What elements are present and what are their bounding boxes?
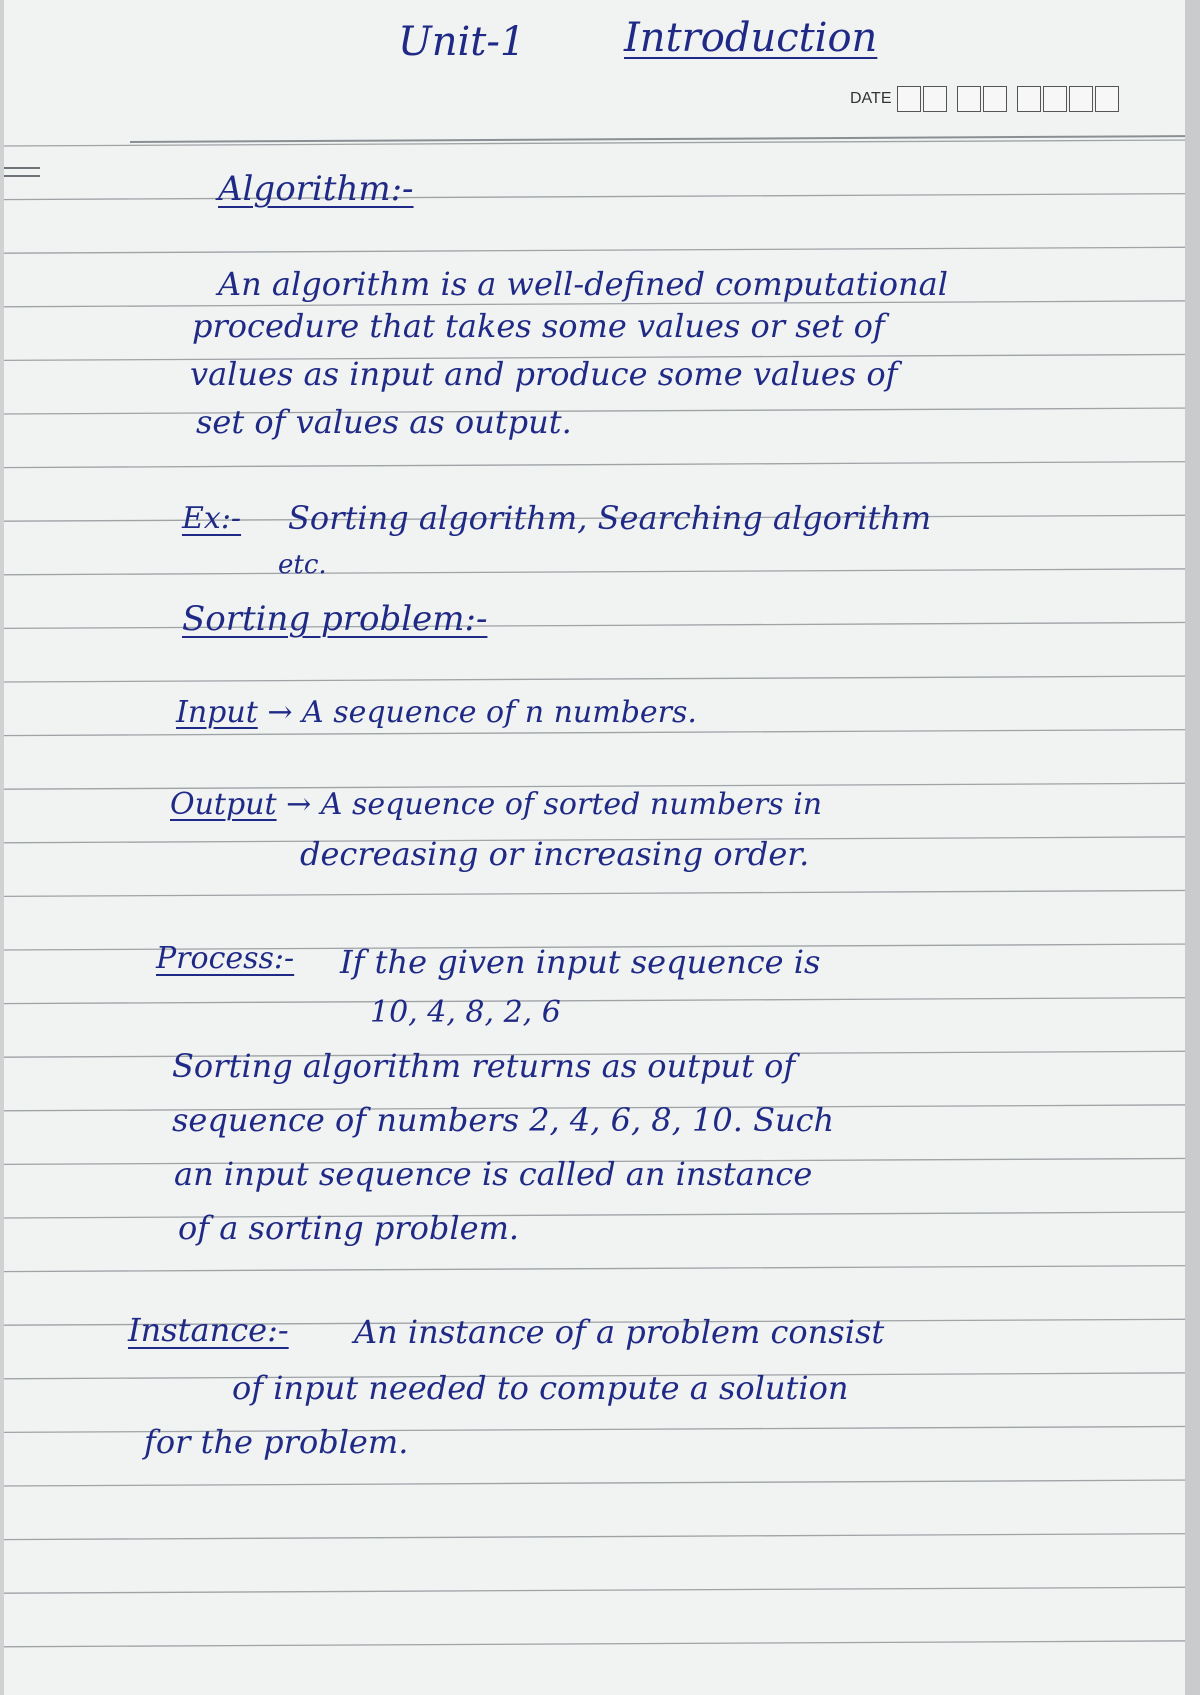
output-row — [170, 787, 823, 822]
rule-line — [0, 1641, 1200, 1647]
date-cell — [1017, 86, 1041, 112]
date-cell — [983, 86, 1007, 112]
rule-line — [0, 1534, 1200, 1540]
date-cell — [923, 86, 947, 112]
output-text: A sequence of sorted numbers in — [320, 787, 823, 822]
instance-line: An instance of a problem consist — [354, 1313, 885, 1351]
algorithm-line: procedure that takes some values or set of — [192, 307, 885, 345]
unit-label: Unit-1 — [398, 19, 526, 65]
date-cell — [957, 86, 981, 112]
algorithm-line: set of values as output. — [196, 403, 572, 441]
arrow-icon: → — [286, 787, 312, 822]
process-line: sequence of numbers 2, 4, 6, 8, 10. Such — [172, 1101, 835, 1139]
rule-line — [0, 622, 1200, 628]
algorithm-heading: Algorithm:- — [218, 169, 414, 209]
date-label: DATE — [850, 90, 892, 107]
output-label: Output — [170, 787, 277, 822]
rule-line — [0, 569, 1200, 575]
date-cell — [1095, 86, 1119, 112]
rule-line — [0, 247, 1200, 253]
instance-line: of input needed to compute a solution — [232, 1369, 849, 1407]
process-line: Sorting algorithm returns as output of — [172, 1047, 796, 1085]
date-cell — [1069, 86, 1093, 112]
date-box — [850, 86, 1119, 112]
example-label: Ex:- — [182, 501, 242, 536]
page-edge — [1185, 0, 1200, 1695]
date-cell — [897, 86, 921, 112]
rule-line — [0, 1587, 1200, 1593]
example-line: etc. — [278, 550, 327, 580]
process-line: If the given input sequence is — [340, 943, 821, 981]
rule-line — [0, 676, 1200, 682]
process-line: an input sequence is called an instance — [174, 1155, 813, 1193]
rule-line — [0, 1266, 1200, 1272]
date-cell — [1043, 86, 1067, 112]
algorithm-line: values as input and produce some values of — [190, 355, 898, 393]
input-row — [176, 695, 697, 730]
rule-line — [0, 1480, 1200, 1486]
input-text: A sequence of n numbers. — [302, 695, 697, 730]
rule-line — [0, 998, 1200, 1004]
rule-line — [0, 408, 1200, 414]
page-title: Introduction — [624, 15, 878, 61]
arrow-icon: → — [267, 695, 293, 730]
sorting-problem-heading: Sorting problem:- — [182, 599, 488, 639]
instance-line: for the problem. — [144, 1423, 409, 1461]
rule-line — [0, 194, 1200, 200]
example-line: Sorting algorithm, Searching algorithm — [288, 499, 932, 537]
output-line: decreasing or increasing order. — [300, 835, 810, 873]
rule-line — [0, 890, 1200, 896]
input-label: Input — [176, 695, 258, 730]
process-label: Process:- — [156, 941, 295, 976]
instance-label: Instance:- — [128, 1311, 289, 1349]
process-line: 10, 4, 8, 2, 6 — [370, 995, 561, 1030]
rule-line — [0, 462, 1200, 468]
rule-line — [0, 730, 1200, 736]
process-line: of a sorting problem. — [178, 1209, 520, 1247]
page-edge — [0, 0, 4, 1695]
algorithm-line: An algorithm is a well-defined computational — [218, 265, 948, 303]
